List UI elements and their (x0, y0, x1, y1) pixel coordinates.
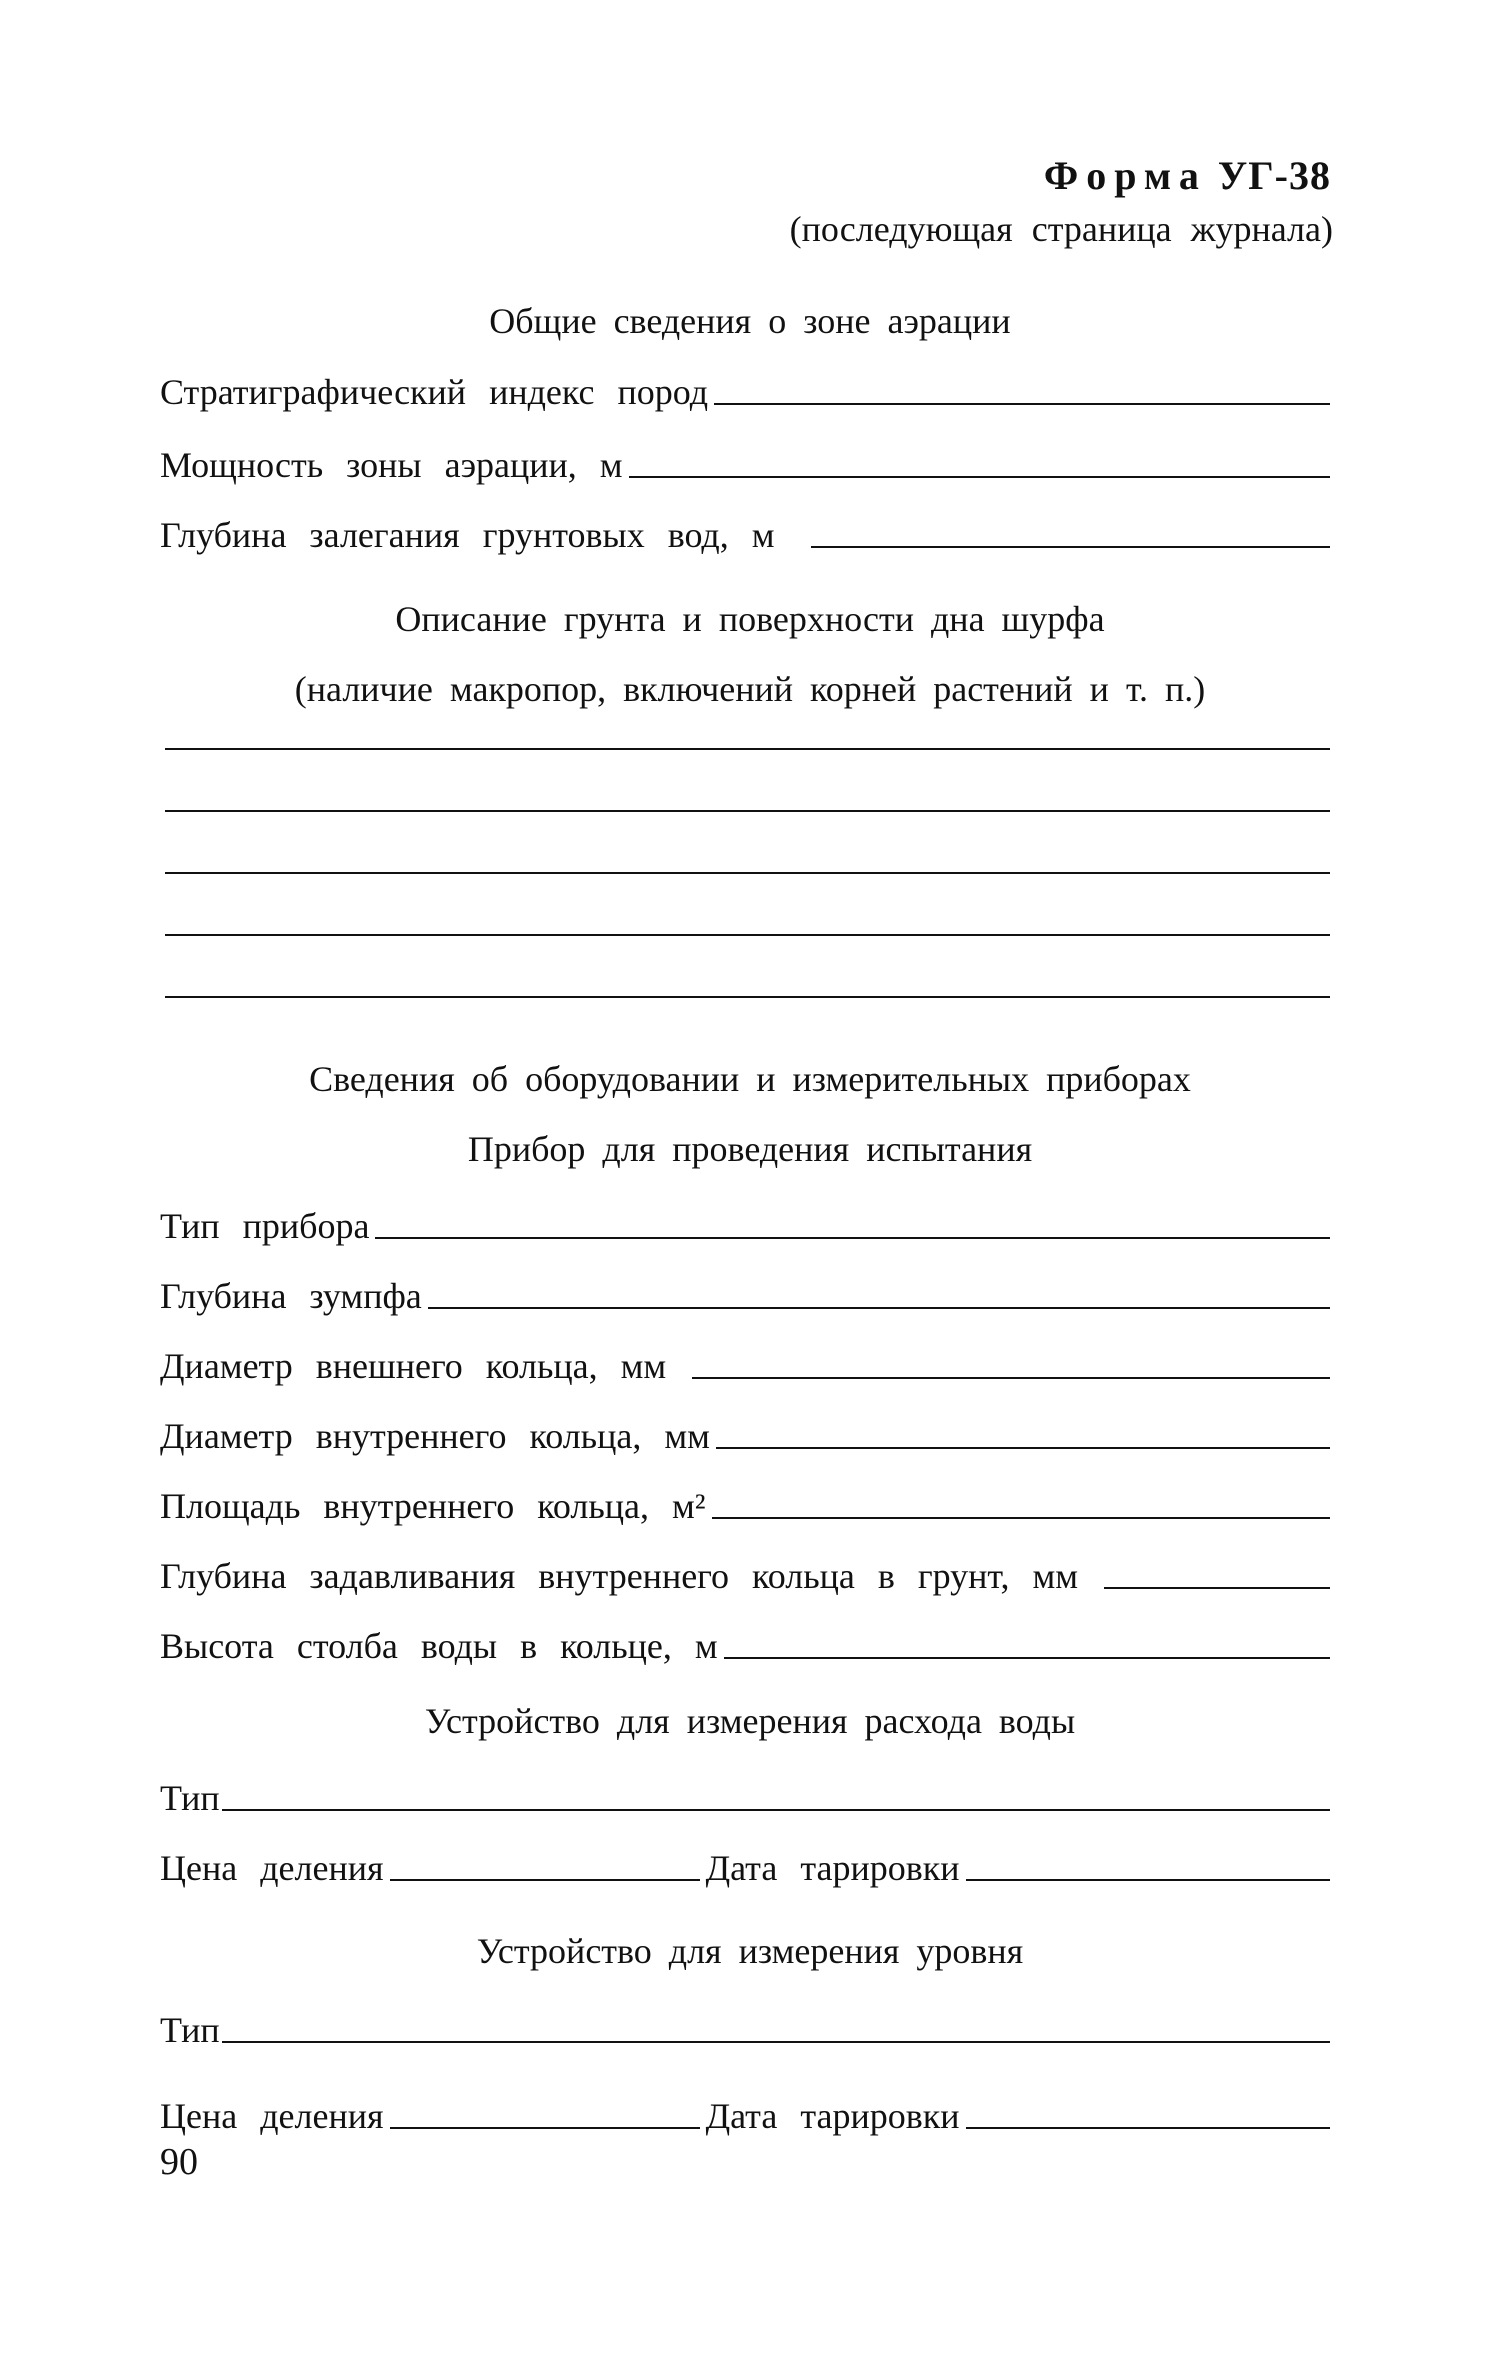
inner-ring-area-line[interactable] (712, 1517, 1330, 1519)
inner-ring-area-field[interactable] (160, 1476, 1330, 1524)
flow-division-line[interactable] (390, 1879, 700, 1881)
soil-description-line[interactable] (165, 934, 1330, 936)
level-device-title: Устройство для измерения уровня (476, 1931, 1024, 1971)
level-type-line[interactable] (222, 2041, 1330, 2043)
sump-depth-field[interactable] (160, 1266, 1330, 1314)
flow-division-field[interactable] (160, 1838, 1330, 1886)
soil-description-line[interactable] (165, 996, 1330, 998)
ring-depth-line[interactable] (1104, 1587, 1330, 1589)
form-prefix: Форма (1043, 153, 1207, 198)
aeration-title: Общие сведения о зоне аэрации (489, 301, 1011, 341)
soil-description-line[interactable] (165, 748, 1330, 750)
level-calibration-label: Дата тарировки (705, 2096, 960, 2136)
device-type-line[interactable] (375, 1237, 1330, 1239)
flow-calibration-label: Дата тарировки (705, 1848, 960, 1888)
flow-calibration-line[interactable] (966, 1879, 1331, 1881)
device-type-field[interactable] (160, 1196, 1330, 1244)
device-title: Прибор для проведения испытания (467, 1129, 1033, 1169)
equipment-title: Сведения об оборудовании и измерительных приборах (309, 1059, 1191, 1099)
level-type-label: Тип (160, 2010, 220, 2050)
form-subtitle: (последующая страница журнала) (789, 209, 1333, 249)
groundwater-depth-line[interactable] (811, 546, 1330, 548)
device-type-label: Тип прибора (160, 1206, 370, 1246)
form-number: УГ-38 (1217, 153, 1331, 198)
stratigraphic-index-line[interactable] (714, 403, 1330, 405)
level-type-field[interactable] (160, 2000, 1330, 2048)
zone-thickness-label: Мощность зоны аэрации, м (160, 445, 623, 485)
flow-type-line[interactable] (222, 1809, 1330, 1811)
groundwater-depth-field[interactable] (160, 505, 1330, 553)
soil-description-line[interactable] (165, 810, 1330, 812)
ring-depth-label: Глубина задавливания внутреннего кольца в грунт, мм (160, 1556, 1079, 1596)
water-column-line[interactable] (724, 1657, 1330, 1659)
soil-subtitle: (наличие макропор, включений корней растений и т. п.) (294, 669, 1206, 709)
level-division-line[interactable] (390, 2127, 700, 2129)
flow-division-label: Цена деления (160, 1848, 384, 1888)
inner-ring-diameter-line[interactable] (716, 1447, 1330, 1449)
sump-depth-line[interactable] (428, 1307, 1330, 1309)
flow-type-label: Тип (160, 1778, 220, 1818)
inner-ring-area-label: Площадь внутреннего кольца, м² (160, 1486, 706, 1526)
outer-ring-diameter-field[interactable] (160, 1336, 1330, 1384)
stratigraphic-index-label: Стратиграфический индекс пород (160, 372, 709, 412)
groundwater-depth-label: Глубина залегания грунтовых вод, м (160, 515, 775, 555)
water-column-label: Высота столба воды в кольце, м (160, 1626, 718, 1666)
inner-ring-diameter-label: Диаметр внутреннего кольца, мм (160, 1416, 710, 1456)
level-division-label: Цена деления (160, 2096, 384, 2136)
soil-description-line[interactable] (165, 872, 1330, 874)
flow-device-title: Устройство для измерения расхода воды (424, 1701, 1076, 1741)
page-number: 90 (160, 2141, 198, 2183)
stratigraphic-index-field[interactable] (160, 362, 1330, 410)
ring-depth-field[interactable] (160, 1546, 1330, 1594)
outer-ring-diameter-line[interactable] (692, 1377, 1330, 1379)
sump-depth-label: Глубина зумпфа (160, 1276, 422, 1316)
flow-type-field[interactable] (160, 1768, 1330, 1816)
soil-title: Описание грунта и поверхности дна шурфа (395, 599, 1105, 639)
outer-ring-diameter-label: Диаметр внешнего кольца, мм (160, 1346, 667, 1386)
zone-thickness-field[interactable] (160, 435, 1330, 483)
inner-ring-diameter-field[interactable] (160, 1406, 1330, 1454)
level-calibration-line[interactable] (966, 2127, 1331, 2129)
level-division-field[interactable] (160, 2086, 1330, 2134)
form-code (1044, 152, 1331, 199)
water-column-field[interactable] (160, 1616, 1330, 1664)
zone-thickness-line[interactable] (629, 476, 1330, 478)
